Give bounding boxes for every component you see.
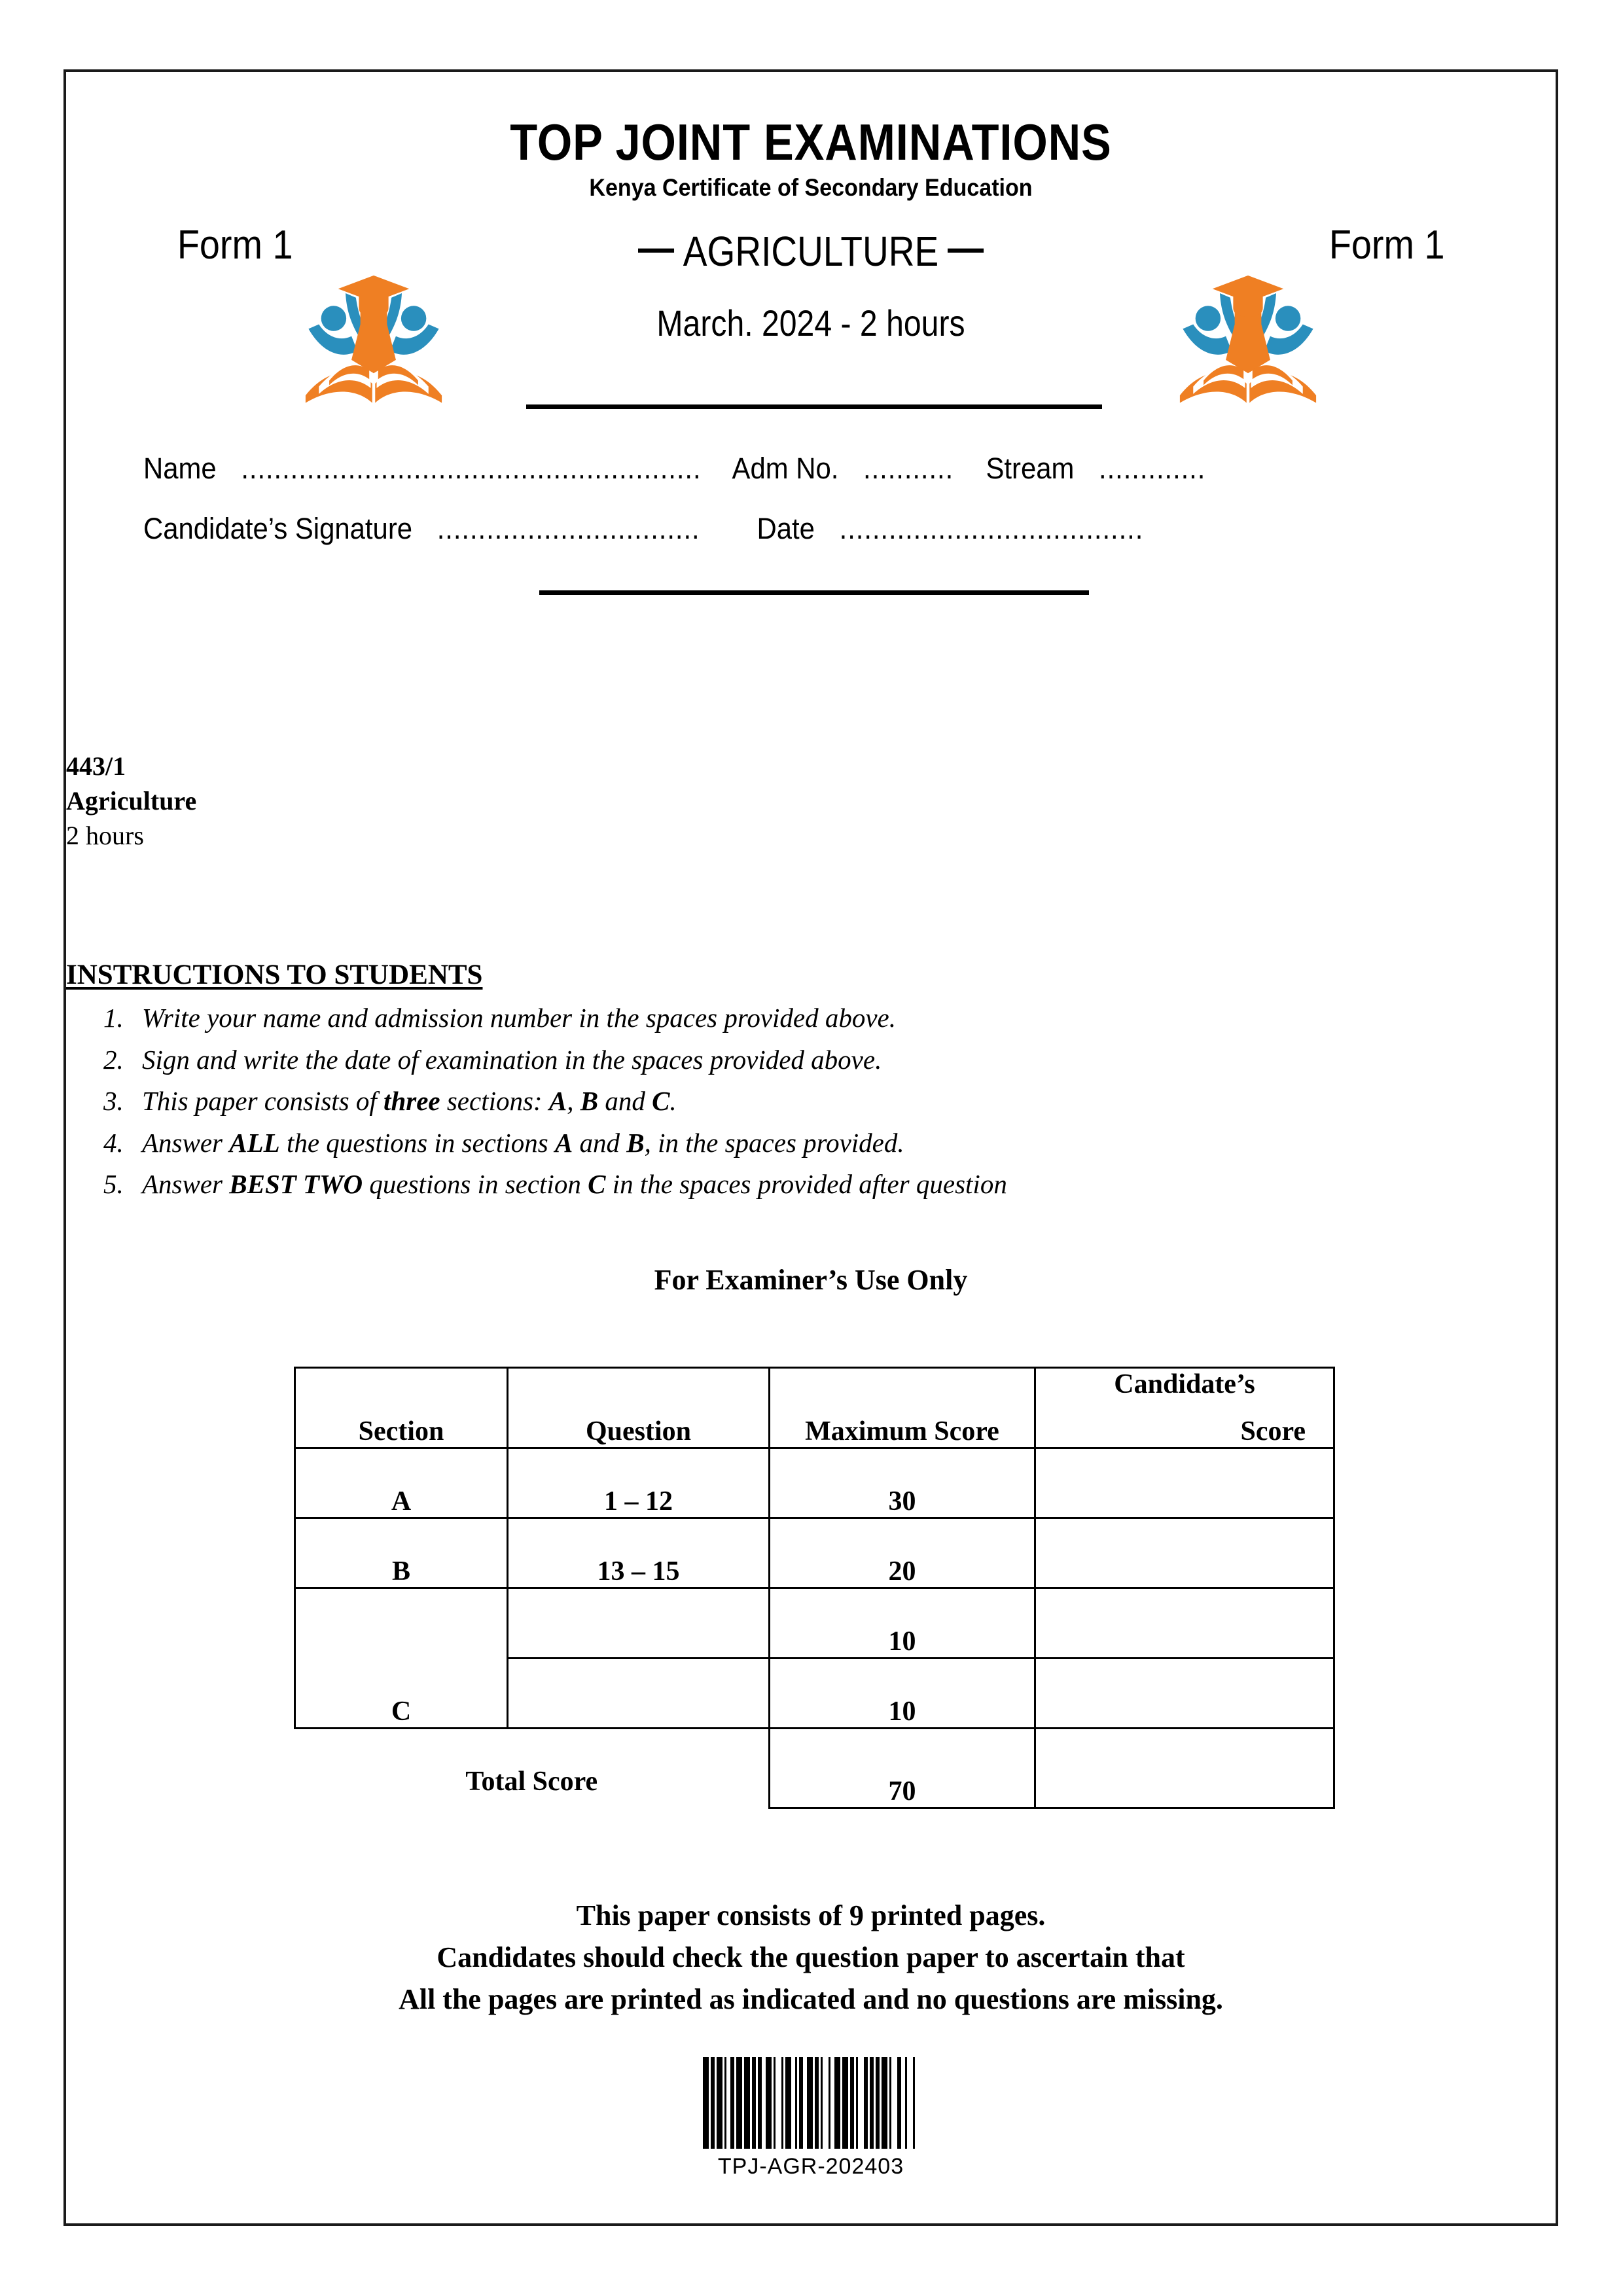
examiner-table-heading: For Examiner’s Use Only	[654, 1264, 968, 1296]
cell-question[interactable]	[508, 1588, 770, 1659]
instructions-block	[66, 959, 1414, 1206]
cell-question: 1 – 12	[508, 1448, 770, 1518]
instruction-item: 4. Answer ALL the questions in sections A and B, in the spaces provided.	[130, 1122, 1414, 1164]
paper-duration: 2 hours	[66, 820, 144, 850]
stream-input-line[interactable]: .............	[1099, 452, 1206, 485]
total-score-label: Total Score	[465, 1767, 598, 1797]
exam-cover-page	[63, 69, 1558, 2226]
column-header-maximum-score: Maximum Score	[770, 1368, 1035, 1448]
barcode-image	[703, 2057, 919, 2149]
cell-question: 13 – 15	[508, 1518, 770, 1588]
name-label: Name	[143, 452, 217, 485]
exam-title: TOP JOINT EXAMINATIONS	[510, 113, 1112, 171]
instructions-list	[66, 997, 1414, 1206]
table-row	[295, 1588, 1334, 1659]
cell-candidate-score[interactable]	[1035, 1659, 1334, 1729]
em-dash-left: —	[637, 224, 675, 271]
cell-question[interactable]	[508, 1659, 770, 1729]
subject-name: AGRICULTURE	[683, 228, 939, 275]
total-candidate-score[interactable]	[1035, 1729, 1334, 1808]
date-input-line[interactable]: .....................................	[839, 512, 1144, 545]
adm-no-label: Adm No.	[732, 452, 839, 485]
cell-maximum-score: 10	[770, 1588, 1035, 1659]
candidate-fields	[143, 452, 1385, 572]
cell-maximum-score: 30	[770, 1448, 1035, 1518]
candidate-header-line1: Candidate’s	[1114, 1369, 1255, 1399]
paper-code: 443/1	[66, 751, 126, 781]
candidate-header-line2: Score	[1240, 1416, 1306, 1446]
date-label: Date	[757, 512, 815, 545]
em-dash-right: —	[947, 224, 984, 271]
barcode-label: TPJ-AGR-202403	[717, 2154, 904, 2179]
exam-session: March. 2024 - 2 hours	[656, 302, 965, 344]
form-level-right: Form 1	[1329, 223, 1445, 268]
adm-no-input-line[interactable]: ...........	[863, 452, 954, 485]
examiner-score-table	[294, 1367, 1333, 1809]
instruction-item: 5. Answer BEST TWO questions in section C in the spaces provided after question	[130, 1164, 1414, 1206]
stream-label: Stream	[986, 452, 1075, 485]
column-header-question: Question	[508, 1368, 770, 1448]
table-row	[295, 1518, 1334, 1588]
column-header-section: Section	[295, 1368, 508, 1448]
cell-maximum-score: 20	[770, 1518, 1035, 1588]
subject-band	[66, 204, 1556, 374]
instruction-item: 2. Sign and write the date of examination in the spaces provided above.	[130, 1039, 1414, 1081]
cell-candidate-score[interactable]	[1035, 1588, 1334, 1659]
cell-candidate-score[interactable]	[1035, 1448, 1334, 1518]
form-level-left: Form 1	[177, 223, 293, 268]
footer-line-1: This paper consists of 9 printed pages.	[576, 1899, 1046, 1931]
table-total-row	[295, 1729, 1334, 1808]
cell-section: C	[295, 1588, 508, 1729]
cell-section: B	[295, 1518, 508, 1588]
cell-maximum-score: 10	[770, 1659, 1035, 1729]
cell-section: A	[295, 1448, 508, 1518]
instruction-item: 3. This paper consists of three sections: A, B and C.	[130, 1081, 1414, 1122]
signature-field-row	[143, 512, 1385, 546]
name-field-row	[143, 452, 1385, 486]
exam-subtitle: Kenya Certificate of Secondary Education	[589, 174, 1033, 201]
instruction-item: 1. Write your name and admission number in the spaces provided above.	[130, 997, 1414, 1039]
divider-rule-top	[526, 404, 1102, 409]
table-header-row	[295, 1368, 1334, 1448]
page-count-note	[66, 1895, 1556, 2020]
education-logo	[1173, 265, 1323, 406]
total-maximum-score: 70	[770, 1729, 1035, 1808]
paper-code-block	[66, 749, 196, 853]
footer-line-3: All the pages are printed as indicated and no questions are missing.	[399, 1982, 1223, 2015]
cell-candidate-score[interactable]	[1035, 1518, 1334, 1588]
barcode-block	[66, 2049, 1556, 2179]
footer-line-2: Candidates should check the question paper to ascertain that	[437, 1941, 1185, 1973]
education-logo	[298, 265, 449, 406]
divider-rule-bottom	[539, 590, 1089, 595]
column-header-candidate-score	[1035, 1368, 1334, 1448]
name-input-line[interactable]: ........................................................	[241, 452, 702, 485]
table-row	[295, 1448, 1334, 1518]
instructions-heading: INSTRUCTIONS TO STUDENTS	[66, 960, 483, 990]
signature-label: Candidate’s Signature	[143, 512, 413, 545]
paper-subject: Agriculture	[66, 785, 197, 816]
signature-input-line[interactable]: ................................	[437, 512, 700, 545]
masthead	[66, 72, 1556, 374]
